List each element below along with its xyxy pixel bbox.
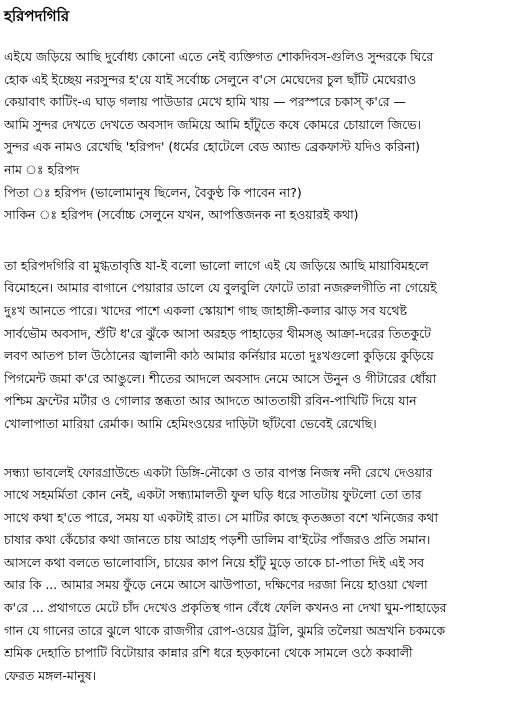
stanza-1 bbox=[4, 46, 516, 227]
poem-line: লবণ আতপ চাল উঠোনের জ্বালানী কাঠ আমার কর্নিয়ার মতো দুঃখগুলো কুড়িয়ে কুড়িয়ে bbox=[4, 348, 434, 364]
poem-line: পিগমেন্ট জমা ক'রে আঙুলে। শীতের আদলে অবসাদ নেমে আসে উনুন ও গীটারের ধোঁয়া bbox=[4, 370, 437, 386]
poem-line: এইযে জড়িয়ে আছি দুর্বোধ্য কোনো এতে নেই ব্যক্তিগত শোকদিবস-গুলিও সুন্দরকে ঘিরে bbox=[4, 49, 434, 64]
poem-line: ক'রে ... প্রথাগতে মেটে চাঁদ দেখেও প্রকৃতিস্থ গান বেঁধে ফেলি কখনও না দেখা ঘুম-পাহাড়ের bbox=[4, 600, 447, 616]
stanza-break bbox=[4, 436, 516, 462]
poem-line: সাথে সহমর্মিতা কোন নেই, একটা সন্ধ্যামালতী ফুল ঘড়ি ধরে সাতটায় ফুটলো তো তার bbox=[4, 487, 422, 503]
poem-line: হোক এই ইচ্ছেয় নরসুন্দর হ'য়ে যাই সর্বোচ্চ সেলুনে ব'সে মেঘেদের চুল ছাঁটি মেঘেরাও bbox=[4, 71, 417, 87]
poem-line: সাকিন ঃ হরিপদ (সর্বোচ্চ সেলুনে যখন, আপত্তিজনক না হওয়ারই কথা) bbox=[4, 207, 359, 223]
stanza-break bbox=[4, 227, 516, 255]
poem-line: সার্বভৌম অবসাদ, শুঁটি ধ'রে ঝুঁকে আসা অরহড় পাহাড়ের থীমসঙ্ আক্রা-দরের তিতকুটে bbox=[4, 325, 431, 341]
poem-line: খোলাপাতা মারিয়া রের্মাক। আমি হেমিংওয়ের দাড়িটা ছাঁটবো ভেবেই রেখেছি। bbox=[4, 415, 377, 431]
poem-line: আর কি ... আমার সময় ফুঁড়ে নেমে আসে ঝাউপাতা, দক্ষিণের দরজা নিয়ে হাওয়া খেলা bbox=[4, 577, 428, 593]
poem-line: সন্ধ্যা ভাবলেই ফোরগ্রাউন্ডে একটা ডিঙ্গি-নৌকো ও তার বাপস্ত নিজস্ব নদী রেখে দেওয়ার bbox=[4, 464, 433, 480]
poem-line: নাম ঃ হরিপদ bbox=[4, 161, 80, 177]
poem-line: পিতা ঃ হরিপদ (ভালোমানুষ ছিলেন, বৈকুণ্ঠ কি পাবেন না?) bbox=[4, 184, 302, 200]
poem-title: হরিপদগিরি bbox=[4, 7, 70, 25]
poem-line: সুন্দর এক নামও রেখেছি 'হরিপদ' (ধর্মের হোটেলে বেড অ্যান্ড ব্রেকফাস্ট যদিও করিনা) bbox=[4, 139, 420, 155]
poem-line: কেয়াবাৎ কাটিং-এ ঘাড় গলায় পাউডার মেখে হামি খায় — পরস্পরে চকাস্‌ ক'রে — bbox=[4, 94, 406, 110]
poem-line: শ্রমিক দেহাতি চাপাটি বিটোয়ার কান্নার রশি ধরে হড়কানো থেকে সামলে ওঠে কব্বালী bbox=[4, 645, 413, 661]
poem-line: আসলে কথা বলতে ভালোবাসি, চায়ের কাপ নিয়ে হাঁটু মুড়ে তাকে চা-পাতা দিই এই সব bbox=[4, 554, 424, 570]
stanza-3 bbox=[4, 462, 516, 688]
poem-line: চাষার কথা কেঁচোর কথা জানতে চায় আগ্রহ পড়শী ডালিম বা'ইটের পাঁজরও প্রতি সমান। bbox=[4, 532, 431, 548]
poem-line: পশ্চিম ফ্রন্টের মর্টার ও গোলার স্তব্ধতা আর আদতে আততায়ী রবিন-পাখিটি দিয়ে যান bbox=[4, 393, 417, 409]
poem-line: বিমোহনে। আমার বাগানে পেয়ারার ডালে যে বুলবুলি ফোটে তারা নজরুলগীতি না গেয়েই bbox=[4, 280, 437, 296]
poem-line: আমি সুন্দর দেখতে দেখতে অবসাদ জমিয়ে আমি হাঁটুতে কষে কোমরে চোয়ালে জিভে। bbox=[4, 116, 421, 132]
poem-line: তা হরিপদগিরি বা মুগ্ধতাবৃত্তি যা-ই বলো ভালো লাগে এই যে জড়িয়ে আছি মায়াবিমহলে bbox=[4, 257, 429, 273]
poem-line: দুঃখ আনতে পারে। খাদের পাশে একলা স্কোয়াশ গাছ জাহাঙ্গী-কলার ঝাড় সব যথেষ্ট bbox=[4, 302, 407, 318]
poem-line: ফেরত মঙ্গল-মানুষ। bbox=[4, 667, 97, 683]
stanza-2 bbox=[4, 255, 516, 436]
poem-line: সাথে কথা হ'তে পারে, সময় যা একটাই রাত। সে মাটির কাছে কৃতজ্ঞতা বশে খনিজের কথা bbox=[4, 509, 439, 525]
poem-line: গান যে গানের তারে ঝুলে থাকে রাজগীর রোপ-ওয়ের ট্রলি, ঝুমরি তলৈয়া অভ্রখনি চকমকে bbox=[4, 622, 446, 638]
